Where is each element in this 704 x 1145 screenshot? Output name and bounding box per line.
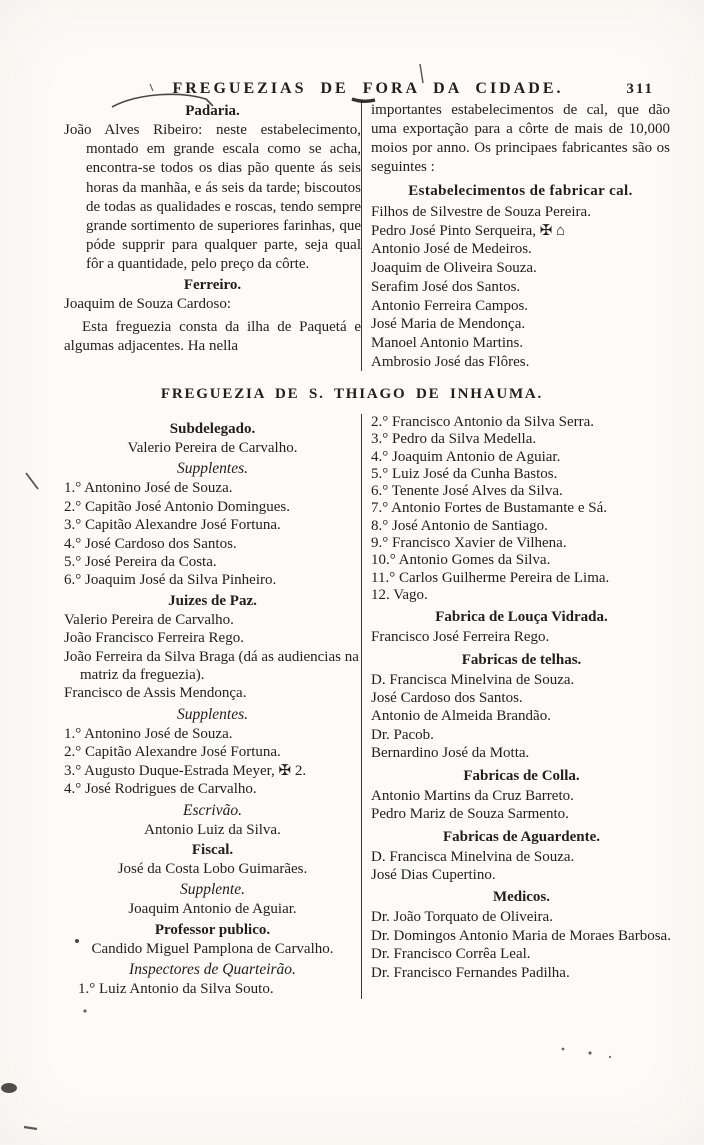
list-item: Antonio de Almeida Brandão.	[371, 708, 551, 725]
name-professor-publico: Candido Miguel Pamplona de Carvalho.	[91, 940, 334, 957]
name-ferreiro: Joaquim de Souza Cardoso:	[64, 295, 232, 312]
list-item: Francisco José Ferreira Rego.	[371, 629, 550, 646]
list-item: 3.° Pedro da Silva Medella.	[371, 431, 537, 448]
list-item: 12. Vago.	[371, 586, 428, 603]
list-item: Antonio Ferreira Campos.	[371, 297, 529, 314]
list-inspectores-continued	[371, 414, 672, 604]
speck-2	[588, 1051, 591, 1054]
list-colla	[371, 787, 672, 824]
list-item: Bernardino José da Motta.	[371, 745, 530, 762]
list-item: Dr. Pacob.	[371, 726, 434, 743]
heading-inspectores-quarteirao: Inspectores de Quarteirão.	[129, 961, 296, 979]
section-inhauma	[64, 414, 672, 999]
name-subdelegado: Valerio Pereira de Carvalho.	[127, 440, 298, 456]
heading-supplente-3: Supplente.	[180, 881, 245, 899]
list-item: D. Francisca Minelvina de Souza.	[371, 671, 575, 688]
section-freguezias-fora	[64, 101, 670, 371]
list-item: 5.° Luiz José da Cunha Bastos.	[371, 465, 558, 482]
list-item: 4.° Joaquim Antonio de Aguiar.	[371, 448, 561, 465]
paragraph-padaria: João Alves Ribeiro: neste estabelecimento, montado em grande escala como se acha, encontra-se todos os dias pão quente ás seis horas da manhãa, e ás seis da tarde; biscoutos de todas as qualidades e roscas, tendo sempre grande sortimento de superiores farinhas, que póde supprir para qualquer parte, seja qual fôr a quantidade, pelo preço da côrte.	[64, 122, 361, 273]
list-item: Dr. Domingos Antonio Maria de Moraes Barbosa.	[371, 927, 671, 944]
column-right	[361, 414, 672, 999]
column-right	[361, 101, 670, 371]
list-item: 5.° José Pereira da Costa.	[64, 554, 217, 571]
heading-juizes-de-paz: Juizes de Paz.	[168, 592, 257, 609]
list-item: 4.° José Rodrigues de Carvalho.	[64, 781, 257, 798]
list-item: D. Francisca Minelvina de Souza.	[371, 848, 575, 865]
inspector-item-1: 1.° Luiz Antonio da Silva Souto.	[78, 981, 274, 998]
list-item: Antonio José de Medeiros.	[371, 241, 532, 258]
heading-ferreiro: Ferreiro.	[183, 276, 242, 293]
heading-padaria: Padaria.	[185, 103, 240, 119]
paragraph-cal-intro: importantes estabelecimentos de cal, que dão uma exportação para a côrte de mais de 10,000 moios por anno. Os principaes fabricantes são os seguintes :	[371, 102, 670, 175]
heading-subdelegado: Subdelegado.	[169, 421, 256, 437]
heading-supplentes-1: Supplentes.	[176, 460, 249, 478]
list-item: 2.° Capitão Alexandre José Fortuna.	[64, 744, 281, 761]
heading-professor-publico: Professor publico.	[154, 921, 271, 938]
list-item: 4.° José Cardoso dos Santos.	[64, 535, 237, 552]
heading-supplentes-2: Supplentes.	[176, 705, 249, 723]
list-item: Dr. Francisco Fernandes Padilha.	[371, 964, 570, 981]
list-item: Valerio Pereira de Carvalho.	[64, 611, 234, 628]
list-item: José Cardoso dos Santos.	[371, 690, 523, 707]
page-title: FREGUEZIAS DE FORA DA CIDADE.	[172, 80, 564, 97]
list-item: Manoel Antonio Martins.	[371, 334, 524, 351]
list-item: José Maria de Mendonça.	[371, 316, 526, 333]
speck-1	[562, 1048, 565, 1051]
list-item: Pedro Mariz de Souza Sarmento.	[371, 806, 569, 823]
list-item: 3.° Augusto Duque-Estrada Meyer, ✠ 2.	[64, 762, 307, 779]
list-item: Filhos de Silvestre de Souza Pereira.	[371, 204, 591, 220]
list-item: 3.° Capitão Alexandre José Fortuna.	[64, 517, 281, 534]
list-item: 11.° Carlos Guilherme Pereira de Lima.	[371, 569, 610, 586]
list-item: 2.° Capitão José Antonio Domingues.	[64, 498, 290, 515]
list-item: 1.° Antonino José de Souza.	[64, 480, 233, 497]
list-medicos	[371, 908, 672, 982]
heading-fabrica-louca-vidrada: Fabrica de Louça Vidrada.	[435, 609, 608, 626]
list-item: 10.° Antonio Gomes da Silva.	[371, 552, 551, 569]
list-fabricantes-cal	[371, 203, 670, 371]
paragraph-paqueta: Esta freguezia consta da ilha de Paquetá e algumas adjacentes. Ha nella	[64, 319, 361, 355]
list-louca	[371, 628, 672, 646]
list-juizes	[64, 611, 361, 703]
list-item: Dr. Francisco Corrêa Leal.	[371, 946, 531, 963]
name-supplente-3: Joaquim Antonio de Aguiar.	[128, 901, 297, 918]
column-left	[64, 414, 361, 999]
list-item: 6.° Tenente José Alves da Silva.	[371, 483, 563, 500]
heading-freguezia-inhauma: FREGUEZIA DE S. THIAGO DE INHAUMA.	[160, 386, 544, 402]
list-item: Francisco de Assis Mendonça.	[64, 685, 247, 702]
ink-dash-bottom	[24, 1127, 37, 1129]
list-item: João Francisco Ferreira Rego.	[64, 630, 244, 647]
list-item: Ambrosio José das Flôres.	[371, 353, 530, 370]
list-item: Serafim José dos Santos.	[371, 278, 521, 295]
name-escrivao: Antonio Luiz da Silva.	[144, 821, 281, 838]
list-item: 8.° José Antonio de Santiago.	[371, 517, 548, 534]
list-supplentes-1	[64, 479, 361, 589]
page-number: 311	[626, 81, 654, 97]
list-item: 9.° Francisco Xavier de Vilhena.	[371, 535, 567, 552]
list-aguardente	[371, 848, 672, 885]
column-left	[64, 101, 361, 371]
list-item: Dr. João Torquato de Oliveira.	[371, 909, 553, 926]
heading-fabricas-telhas: Fabricas de telhas.	[461, 651, 582, 668]
list-telhas	[371, 671, 672, 763]
list-item: José Dias Cupertino.	[371, 866, 496, 883]
list-item: 1.° Antonino José de Souza.	[64, 725, 233, 742]
list-item: 6.° Joaquim José da Silva Pinheiro.	[64, 572, 277, 589]
list-item: Pedro José Pinto Serqueira, ✠ ⌂	[371, 222, 566, 239]
speck-4	[83, 1009, 86, 1012]
list-item: 2.° Francisco Antonio da Silva Serra.	[371, 414, 595, 430]
heading-fiscal: Fiscal.	[191, 841, 234, 858]
speck-3	[609, 1056, 611, 1058]
list-supplentes-2	[64, 725, 361, 799]
name-fiscal: José da Costa Lobo Guimarães.	[117, 860, 308, 877]
heading-fabricas-colla: Fabricas de Colla.	[463, 767, 580, 784]
list-item: João Ferreira da Silva Braga (dá as audiencias na matriz da freguezia).	[64, 648, 359, 684]
list-item: Joaquim de Oliveira Souza.	[371, 260, 537, 277]
heading-estabelecimentos-cal: Estabelecimentos de fabricar cal.	[408, 183, 633, 199]
heading-escrivao: Escrivão.	[183, 801, 242, 819]
heading-medicos: Medicos.	[492, 889, 551, 906]
ink-mark-margin	[26, 473, 38, 489]
list-item: 7.° Antonio Fortes de Bustamante e Sá.	[371, 500, 607, 517]
heading-fabricas-aguardente: Fabricas de Aguardente.	[442, 828, 601, 845]
smudge-bottom-left	[1, 1083, 17, 1093]
list-item: Antonio Martins da Cruz Barreto.	[371, 787, 574, 804]
